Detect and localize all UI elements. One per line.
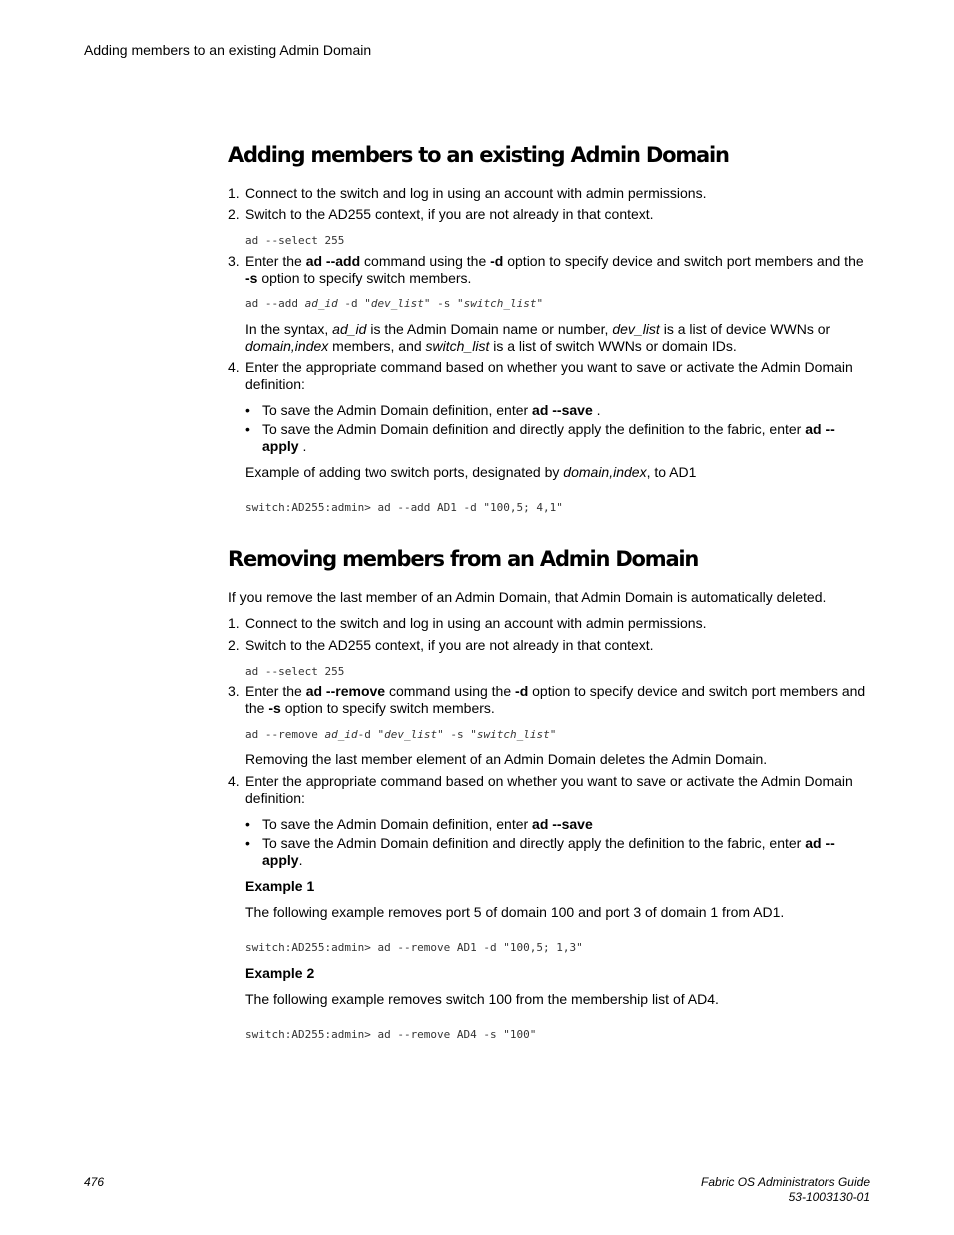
note-text: Removing the last member element of an Admin Domain deletes the Admin Domain. <box>245 751 768 767</box>
step-text: Enter the appropriate command based on whether you want to save or activate the Admin Domain definition: <box>245 359 853 392</box>
document-number: 53-1003130-01 <box>788 1190 870 1204</box>
code-line: ad --remove ad_id-d "dev_list" -s "switch_list" <box>245 728 557 741</box>
bullet-mark: • <box>245 421 250 437</box>
step-number: 2. <box>228 637 240 653</box>
step-number: 1. <box>228 185 240 201</box>
running-header: Adding members to an existing Admin Domain <box>84 42 372 58</box>
step-number: 4. <box>228 773 240 789</box>
document-title: Fabric OS Administrators Guide <box>701 1175 870 1189</box>
example-code: switch:AD255:admin> ad --add AD1 -d "100,5; 4,1" <box>245 501 563 514</box>
step-number: 3. <box>228 683 240 699</box>
example-text: The following example removes switch 100 from the membership list of AD4. <box>245 991 719 1007</box>
example-heading: Example 1 <box>245 878 315 894</box>
example-text: The following example removes port 5 of domain 100 and port 3 of domain 1 from AD1. <box>245 904 785 920</box>
bullet-mark: • <box>245 835 250 851</box>
syntax-note: In the syntax, ad_id is the Admin Domain name or number, dev_list is a list of device WWNs or domain,index members, and switch_list is a list of switch WWNs or domain IDs. <box>245 321 831 354</box>
step-text: Enter the appropriate command based on whether you want to save or activate the Admin Domain definition: <box>245 773 853 806</box>
step-text: Connect to the switch and log in using an account with admin permissions. <box>245 615 707 631</box>
section-intro: If you remove the last member of an Admin Domain, that Admin Domain is automatically deleted. <box>228 589 827 605</box>
step-text: Connect to the switch and log in using an account with admin permissions. <box>245 185 707 201</box>
step-number: 3. <box>228 253 240 269</box>
page-number: 476 <box>84 1175 105 1189</box>
step-number: 4. <box>228 359 240 375</box>
step-text: Switch to the AD255 context, if you are not already in that context. <box>245 637 654 653</box>
bullet-mark: • <box>245 816 250 832</box>
section-title-removing-members: Removing members from an Admin Domain <box>228 547 699 571</box>
step-text: Switch to the AD255 context, if you are not already in that context. <box>245 206 654 222</box>
bullet-text: To save the Admin Domain definition, enter ad --save . <box>262 402 601 418</box>
example-code: switch:AD255:admin> ad --remove AD4 -s "100" <box>245 1028 537 1041</box>
code-line: ad --select 255 <box>245 665 345 678</box>
step-number: 1. <box>228 615 240 631</box>
example-heading: Example 2 <box>245 965 315 981</box>
example-intro: Example of adding two switch ports, designated by domain,index, to AD1 <box>245 464 697 480</box>
bullet-text: To save the Admin Domain definition and directly apply the definition to the fabric, enter ad --apply. <box>262 835 835 868</box>
bullet-mark: • <box>245 402 250 418</box>
bullet-text: To save the Admin Domain definition and directly apply the definition to the fabric, enter ad --apply . <box>262 421 835 454</box>
code-line: ad --add ad_id -d "dev_list" -s "switch_list" <box>245 297 544 310</box>
step-text: Enter the ad --remove command using the -d option to specify device and switch port members and the -s option to specify switch members. <box>245 683 866 716</box>
document-footer <box>701 1175 870 1205</box>
step-number: 2. <box>228 206 240 222</box>
code-line: ad --select 255 <box>245 234 345 247</box>
section-title-adding-members: Adding members to an existing Admin Domain <box>228 143 729 167</box>
bullet-text: To save the Admin Domain definition, enter ad --save <box>262 816 593 832</box>
step-text: Enter the ad --add command using the -d option to specify device and switch port members and the -s option to specify switch members. <box>245 253 864 286</box>
example-code: switch:AD255:admin> ad --remove AD1 -d "100,5; 1,3" <box>245 941 583 954</box>
